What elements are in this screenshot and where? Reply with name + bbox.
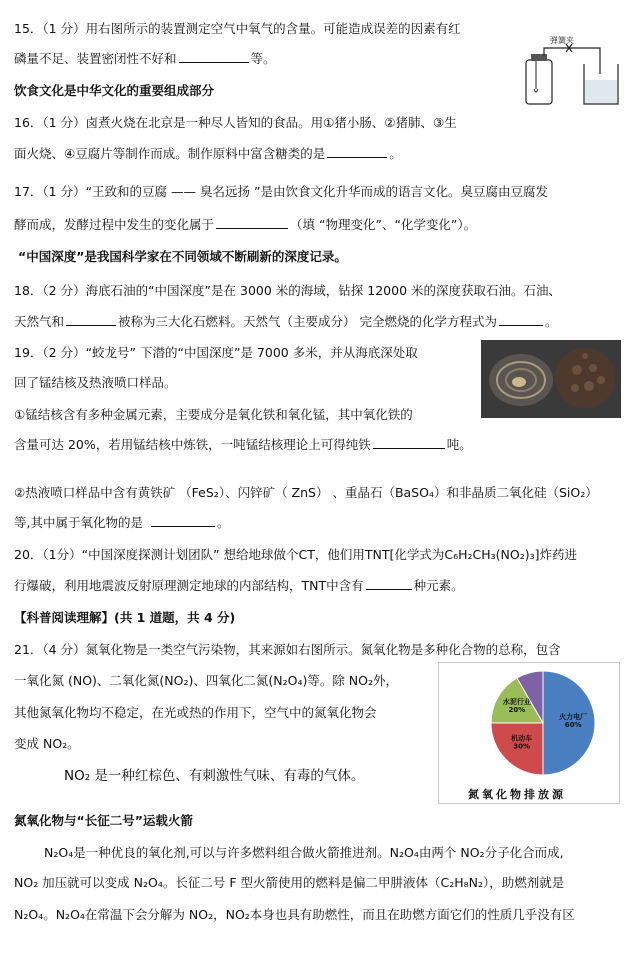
q19-text-d: 。 [216, 515, 230, 530]
q20-answer-blank[interactable] [366, 577, 412, 590]
q19-answer-blank-2[interactable] [151, 514, 215, 527]
q16-line-1: 16．（1 分）卤煮火烧在北京是一种尽人皆知的食品。用①猪小肠、②猪肺、③生 [14, 115, 457, 130]
q18-text-b: 被称为三大化石燃料。天然气（主要成分） 完全燃烧的化学方程式为 [118, 314, 497, 329]
q15-line-1: 15．（1 分）用右图所示的装置测定空气中氧气的含量。可能造成误差的因素有红 [14, 21, 461, 36]
pie-label-0: 火力电厂 60% [559, 713, 588, 729]
q21-paragraph-line-3: N₂O₄。N₂O₄在常温下会分解为 NO₂，NO₂本身也具有助燃性，而且在助燃方面它们的性质几乎没有区 [14, 907, 575, 922]
q19-text-a: 含量可达 20%，若用锰结核中炼铁，一吨锰结核理论上可得纯铁 [14, 437, 371, 452]
q15-text-a: 磷量不足、装置密闭性不好和 [14, 51, 177, 66]
q20-text-b: 种元素。 [413, 578, 464, 593]
section-depth-heading: “中国深度”是我国科学家在不同领域不断刷新的深度记录。 [18, 249, 347, 264]
q19-text-b: 吨。 [446, 437, 472, 452]
q19-line-4 [14, 436, 472, 454]
q21-subtitle: 氮氧化物与“长征二号”运载火箭 [14, 813, 193, 828]
q19-line-6 [14, 514, 230, 532]
q19-line-5: ②热液喷口样品中含有黄铁矿 （FeS₂）、闪锌矿（ ZnS） 、重晶石（BaSO₄）和非晶质二氧化硅（SiO₂） [14, 485, 598, 500]
q18-text-a: 天然气和 [14, 314, 65, 329]
pie-label-1: 机动车 30% [511, 734, 533, 751]
q16-text-b: 。 [389, 146, 402, 161]
q17-text-a: 酵而成，发酵过程中发生的变化属于 [14, 217, 215, 232]
q21-line-5: NO₂ 是一种红棕色、有刺激性气味、有毒的气体。 [64, 768, 365, 784]
q19-line-2: 回了锰结核及热液喷口样品。 [14, 375, 177, 390]
q19-line-3: ①锰结核含有多种金属元素，主要成分是氧化铁和氧化锰，其中氧化铁的 [14, 407, 413, 422]
q21-line-3: 其他氮氧化物均不稳定，在光或热的作用下，空气中的氮氧化物会 [14, 705, 377, 720]
q15-line-2 [14, 50, 276, 68]
clamp-label: 弹簧夹 [550, 36, 574, 45]
q17-line-2 [14, 216, 476, 234]
nox-source-chart [438, 662, 620, 804]
oxygen-apparatus-figure [520, 34, 624, 108]
q19-line-1: 19．（2 分）“蛟龙号” 下潜的“中国深度”是 7000 多米，并从海底深处取 [14, 345, 418, 360]
q21-line-1: 21．（4 分）氮氧化物是一类空气污染物，其来源如右图所示。氮氧化物是多种化合物的总称，包含 [14, 642, 561, 657]
q15-answer-blank[interactable] [179, 50, 249, 63]
q20-line-1: 20．（1分）“中国深度探测计划团队” 想给地球做个CT，他们用TNT[化学式为C₆H₂CH₃(NO₂)₃]炸药进 [14, 547, 578, 562]
q18-answer-blank-2[interactable] [499, 313, 543, 326]
q21-paragraph-line-2: NO₂ 加压就可以变成 N₂O₄。长征二号 F 型火箭使用的燃料是偏二甲肼液体（C₂H₈N₂），助燃剂就是 [14, 875, 565, 890]
q18-line-2 [14, 313, 558, 331]
q20-line-2 [14, 577, 464, 595]
q18-answer-blank-1[interactable] [66, 313, 116, 326]
q15-text-b: 等。 [250, 51, 276, 66]
pie-label-2: 水泥行业 20% [502, 697, 531, 714]
q18-text-c: 。 [545, 314, 558, 329]
q16-line-2 [14, 145, 402, 163]
chart-title: 氮氧化物排放源 [468, 788, 566, 801]
q17-answer-blank[interactable] [216, 216, 288, 229]
q16-answer-blank[interactable] [327, 145, 387, 158]
q19-answer-blank-1[interactable] [373, 436, 445, 449]
q16-text-a: 面火烧、④豆腐片等制作而成。制作原料中富含糖类的是 [14, 146, 326, 161]
q19-text-c: 等,其中属于氧化物的是 [14, 515, 143, 530]
q21-paragraph-line-1: N₂O₄是一种优良的氧化剂,可以与许多燃料组合做火箭推进剂。N₂O₄由两个 NO₂分子化合而成, [44, 845, 564, 860]
section-reading-heading: 【科普阅读理解】(共 1 道题，共 4 分) [14, 610, 236, 625]
manganese-nodule-photo [481, 340, 621, 418]
q21-line-2: 一氧化氮 (NO)、二氧化氮(NO₂)、四氧化二氮(N₂O₄)等。除 NO₂外， [14, 673, 399, 688]
q21-line-4: 变成 NO₂。 [14, 736, 80, 751]
nox-pie-svg [439, 663, 619, 783]
q18-line-1: 18．（2 分）海底石油的“中国深度”是在 3000 米的海域，钻探 12000 米的深度获取石油。石油、 [14, 283, 562, 298]
q17-line-1: 17．（1 分）“王致和的豆腐 —— 臭名远扬 ”是由饮食文化升华而成的语言文化。臭豆腐由豆腐发 [14, 184, 548, 199]
q20-text-a: 行爆破，利用地震波反射原理测定地球的内部结构，TNT中含有 [14, 578, 364, 593]
section-food-heading: 饮食文化是中华文化的重要组成部分 [14, 83, 215, 98]
q17-text-b: （填 “物理变化”、“化学变化”）。 [290, 217, 477, 232]
